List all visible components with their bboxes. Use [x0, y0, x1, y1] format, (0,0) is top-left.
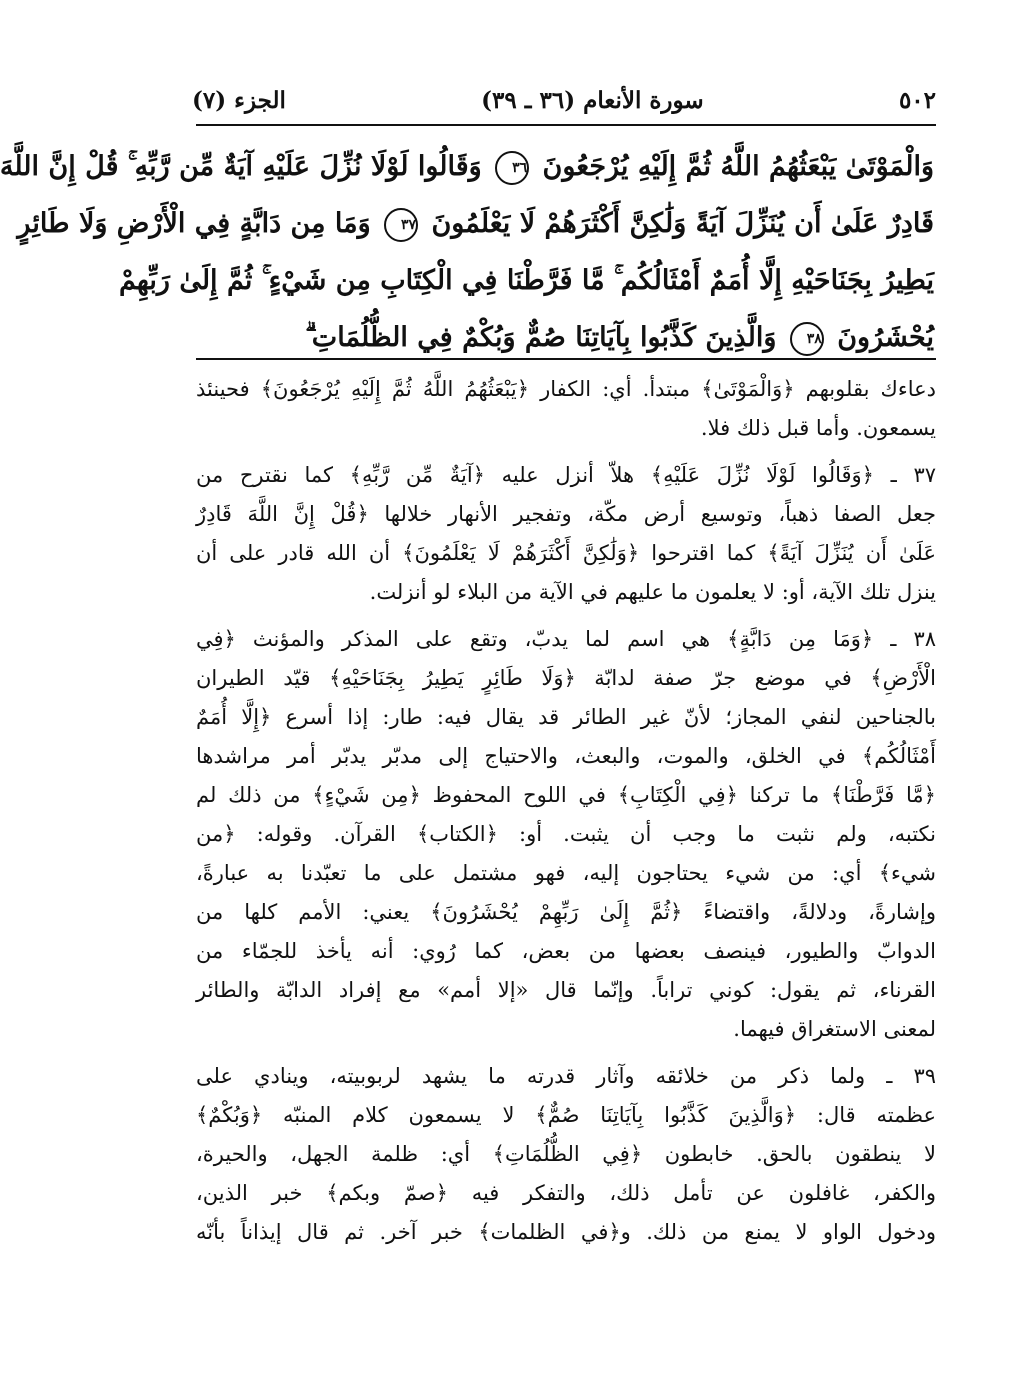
- header-rule: [196, 124, 936, 126]
- text-line: والكفر، غافلون عن تأمل ذلك، والتفكر فيه ﴿صمّ وبكم﴾ خبر الذين،: [196, 1181, 936, 1205]
- text-line: عَلَىٰ أَن يُنَزِّلَ آيَةً﴾ كما اقترحوا ﴿وَلَٰكِنَّ أَكْثَرَهُمْ لَا يَعْلَمُونَ﴾ أن الله قادر على أن: [196, 541, 936, 565]
- text-line: الدوابّ والطيور، فينصف بعضها من بعض، كما رُوي: أنه يأخذ للجمّاء من: [196, 939, 936, 963]
- quran-verse-text: يُحْشَرُونَ: [837, 322, 934, 353]
- text-line: لا ينطقون بالحق. خابطون ﴿فِي الظُّلُمَاتِ﴾ أي: ظلمة الجهل، والحيرة،: [196, 1142, 937, 1166]
- text-line: لمعنى الاستغراق فيهما.: [733, 1017, 936, 1041]
- quran-line: [17, 195, 934, 252]
- text-line: بالجناحين لنفي المجاز؛ لأنّ غير الطائر قد يقال فيه: طار: إذا أسرع ﴿إِلَّا أُمَمٌ: [196, 705, 936, 729]
- quran-line: [0, 138, 934, 195]
- text-line: ودخول الواو لا يمنع من ذلك. و﴿في الظلمات﴾ خبر آخر. ثم قال إيذاناً بأنّه: [196, 1220, 936, 1244]
- ayah-number-marker: ٣٧: [384, 208, 418, 242]
- text-line: دعاءك بقلوبهم ﴿وَالْمَوْتَىٰ﴾ مبتدأ. أي: الكفار ﴿يَبْعَثُهُمُ اللَّهُ ثُمَّ إِلَيْهِ يُرْجَعُونَ﴾ فحينئذ: [196, 377, 936, 401]
- text-line: وإشارةً، ودلالةً، واقتضاءً ﴿ثُمَّ إِلَىٰ رَبِّهِمْ يُحْشَرُونَ﴾ يعني: الأمم كلها من: [196, 900, 936, 924]
- text-line: يسمعون. وأما قبل ذلك فلا.: [700, 416, 936, 440]
- ayah-number-marker: ٣٨: [790, 322, 824, 356]
- text-line: عظمته قال: ﴿وَالَّذِينَ كَذَّبُوا بِآيَاتِنَا صُمٌّ﴾ لا يسمعون كلام المنبّه ﴿وَبُكْمٌ﴾: [196, 1103, 936, 1127]
- ayah-number-marker: ٣٦: [495, 151, 529, 185]
- text-line: شيء﴾ أي: من شيء يحتاجون إليه، فهو مشتمل على ما تعبّدنا به عبارةً،: [196, 861, 936, 885]
- text-line: نكتبه، ولم نثبت ما وجب أن يثبت. أو: ﴿الكتاب﴾ القرآن. وقوله: ﴿من: [196, 822, 936, 846]
- commentary-paragraph: [196, 1057, 936, 1252]
- commentary-paragraph: [196, 620, 936, 1049]
- quran-line: [118, 252, 934, 309]
- section-divider: [196, 358, 936, 360]
- text-line: ٣٩ ـ ولما ذكر من خلائقه وآثار قدرته ما يشهد لربوبيته، وينادي على: [196, 1064, 936, 1088]
- text-line: ٣٧ ـ ﴿وَقَالُوا لَوْلَا نُزِّلَ عَلَيْهِ﴾ هلاّ أنزل عليه ﴿آيَةٌ مِّن رَّبِّهِ﴾ كما نقترح من: [196, 463, 936, 487]
- quran-verse-text: قَادِرٌ عَلَىٰ أَن يُنَزِّلَ آيَةً وَلَٰكِنَّ أَكْثَرَهُمْ لَا يَعْلَمُونَ: [431, 208, 934, 239]
- text-line: ٣٨ ـ ﴿وَمَا مِن دَابَّةٍ﴾ هي اسم لما يدبّ، وتقع على المذكر والمؤنث ﴿فِي: [196, 627, 936, 651]
- quran-verse-text: وَقَالُوا لَوْلَا نُزِّلَ عَلَيْهِ آيَةٌ مِّن رَّبِّهِ ۚ قُلْ إِنَّ اللَّهَ: [0, 151, 482, 182]
- quran-verse-text: يَطِيرُ بِجَنَاحَيْهِ إِلَّا أُمَمٌ أَمْثَالُكُم ۚ مَّا فَرَّطْنَا فِي الْكِتَابِ مِن شَيْءٍ ۚ ثُمَّ إِلَىٰ رَبِّهِمْ: [118, 265, 934, 296]
- page-number: ٥٠٢: [898, 86, 936, 114]
- text-line: أَمْثَالُكُم﴾ في الخلق، والموت، والبعث، والاحتياج إلى مدبّر يدبّر أمر مراشدها: [196, 744, 936, 768]
- commentary-paragraph: [196, 370, 936, 448]
- text-line: ينزل تلك الآية، أو: لا يعلمون ما عليهم في الآية من البلاء لو أنزلت.: [369, 580, 936, 604]
- text-line: الْأَرْضِ﴾ في موضع جرّ صفة لدابّة ﴿وَلَا طَائِرٍ يَطِيرُ بِجَنَاحَيْهِ﴾ قيّد الطيران: [196, 666, 936, 690]
- quran-text-block: [0, 138, 934, 366]
- text-line: القرناء، ثم يقول: كوني تراباً. وإنّما قال «إلا أمم» مع إفراد الدابّة والطائر: [196, 978, 936, 1002]
- quran-verse-text: وَالَّذِينَ كَذَّبُوا بِآيَاتِنَا صُمٌّ وَبُكْمٌ فِي الظُّلُمَاتِ ۗ: [305, 322, 777, 353]
- juz-label: الجزء (٧): [192, 86, 286, 114]
- text-line: جعل الصفا ذهباً، وتوسيع أرض مكّة، وتفجير الأنهار خلالها ﴿قُلْ إِنَّ اللَّهَ قَادِرٌ: [196, 502, 936, 526]
- page-header: [192, 80, 936, 120]
- text-line: ﴿مَّا فَرَّطْنَا﴾ ما تركنا ﴿فِي الْكِتَابِ﴾ في اللوح المحفوظ ﴿مِن شَيْءٍ﴾ من ذلك لم: [196, 783, 936, 807]
- commentary-block: [196, 370, 936, 1260]
- quran-verse-text: وَمَا مِن دَابَّةٍ فِي الْأَرْضِ وَلَا طَائِرٍ: [17, 208, 371, 239]
- quran-verse-text: وَالْمَوْتَىٰ يَبْعَثُهُمُ اللَّهُ ثُمَّ إِلَيْهِ يُرْجَعُونَ: [542, 151, 934, 182]
- commentary-paragraph: [196, 456, 936, 612]
- surah-title: سورة الأنعام (٣٦ ـ ٣٩): [481, 86, 704, 114]
